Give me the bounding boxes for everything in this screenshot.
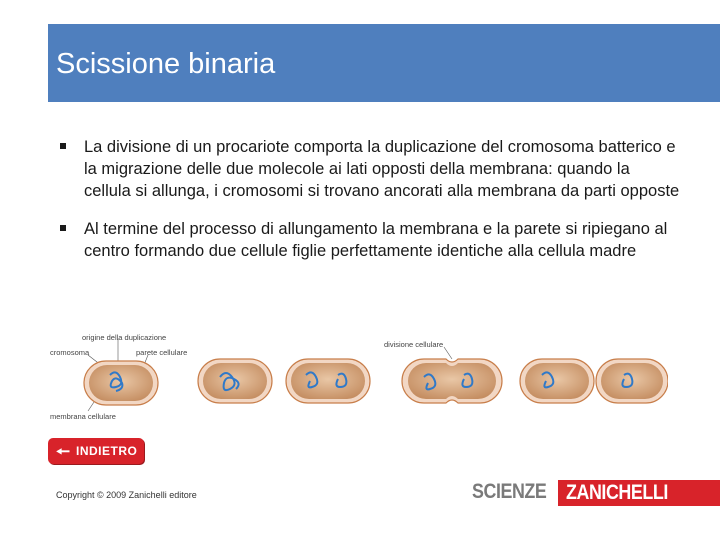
bullet-item xyxy=(60,136,680,202)
bullet-square-icon xyxy=(60,143,66,149)
label-membrane: membrana cellulare xyxy=(50,412,116,421)
label-division: divisione cellulare xyxy=(384,340,444,349)
arrow-left-icon: 🠔 xyxy=(56,442,71,461)
brand-left-text: SCIENZE xyxy=(472,480,547,503)
bullet-text: Al termine del processo di allungamento la membrana e la parete si ripiegano al centro formando due cellule figlie perfettamente identiche alla cellula madre xyxy=(84,220,668,260)
cell-stage-4 xyxy=(402,359,502,403)
back-button-label: INDIETRO xyxy=(76,444,138,458)
label-origin: origine della duplicazione xyxy=(82,333,167,342)
bullet-text: La divisione di un procariote comporta la duplicazione del cromosoma batterico e la migrazione delle due molecole ai lati opposti della membrana: quando la cellula si allunga, i cromosomi si trovano ancorati alla membrana da parti opposte xyxy=(84,138,680,200)
brand-right-text: ZANICHELLI xyxy=(566,481,668,504)
back-button[interactable] xyxy=(48,438,144,464)
title-bar xyxy=(48,24,720,102)
bullet-list xyxy=(60,136,680,278)
cell-stage-2 xyxy=(198,359,272,403)
binary-fission-diagram xyxy=(48,325,668,430)
label-chromosome: cromosoma xyxy=(50,348,90,357)
cell-stage-3 xyxy=(286,359,370,403)
cell-stage-5-daughters xyxy=(520,359,668,403)
brand-right-box xyxy=(558,480,720,506)
cell-stage-1 xyxy=(84,361,158,405)
bullet-item xyxy=(60,218,680,262)
label-wall: parete cellulare xyxy=(136,348,188,357)
fission-illustration xyxy=(48,325,668,430)
bullet-square-icon xyxy=(60,225,66,231)
slide-title: Scissione binaria xyxy=(56,48,276,80)
copyright-text: Copyright © 2009 Zanichelli editore xyxy=(56,490,197,500)
